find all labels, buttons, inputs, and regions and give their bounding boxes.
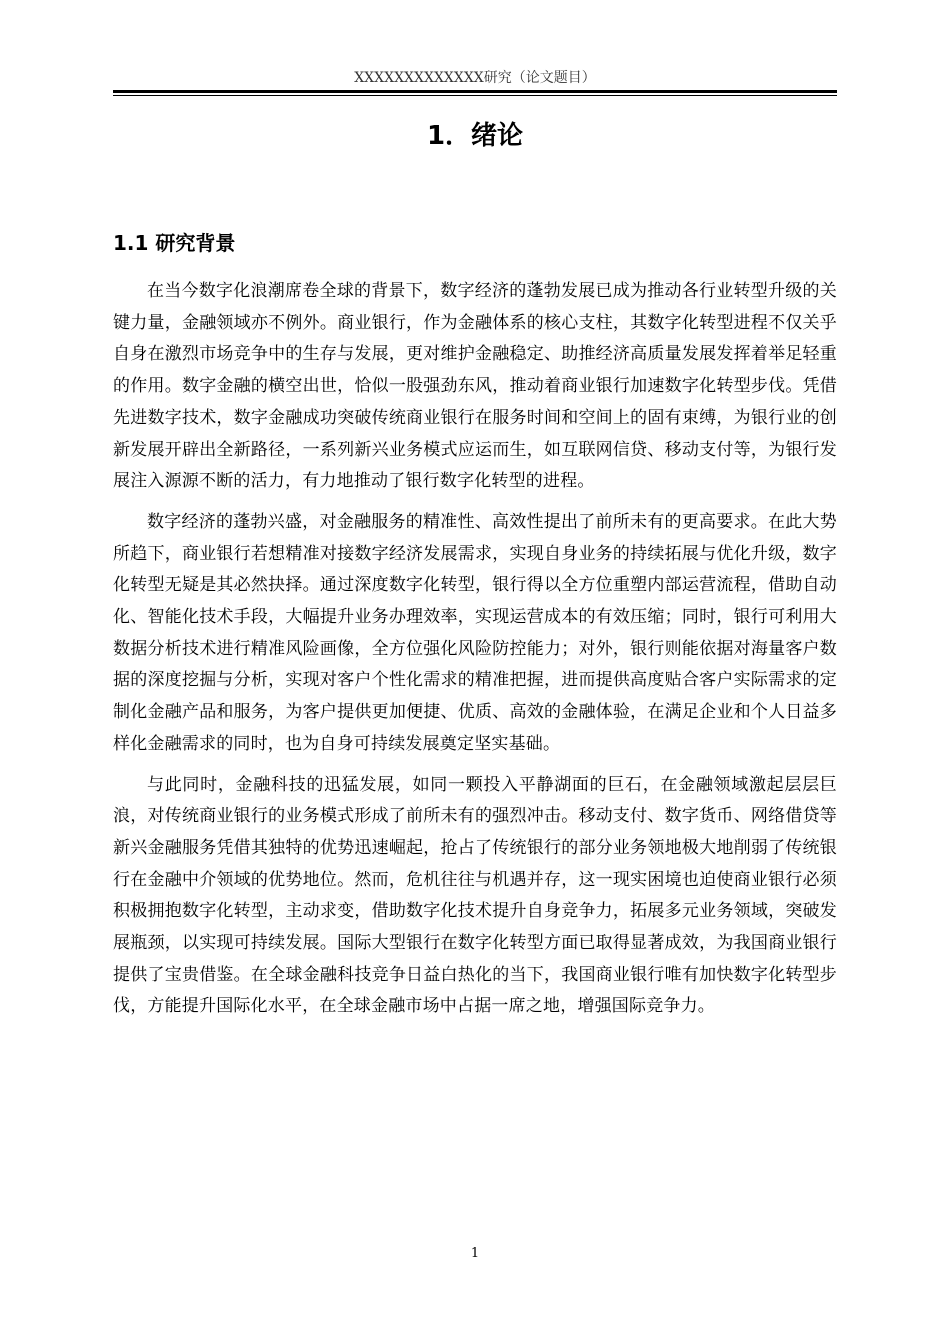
header-rule-thick: [113, 90, 837, 93]
paragraph: 与此同时，金融科技的迅猛发展，如同一颗投入平静湖面的巨石，在金融领域激起层层巨浪，对传统商业银行的业务模式形成了前所未有的强烈冲击。移动支付、数字货币、网络借贷等新兴金融服务凭借其独特的优势迅速崛起，抢占了传统银行的部分业务领地极大地削弱了传统银行在金融中介领域的优势地位。然而，危机往往与机遇并存，这一现实困境也迫使商业银行必须积极拥抱数字化转型，主动求变，借助数字化技术提升自身竞争力，拓展多元业务领域，突破发展瓶颈，以实现可持续发展。国际大型银行在数字化转型方面已取得显著成效，为我国商业银行提供了宝贵借鉴。在全球金融科技竞争日益白热化的当下，我国商业银行唯有加快数字化转型步伐，方能提升国际化水平，在全球金融市场中占据一席之地，增强国际竞争力。: [113, 774, 837, 1017]
body-text: [113, 276, 837, 1032]
section-title: 1.1 研究背景: [113, 231, 236, 255]
chapter-title: 1．绪论: [426, 121, 524, 151]
paragraph: 数字经济的蓬勃兴盛，对金融服务的精准性、高效性提出了前所未有的更高要求。在此大势所趋下，商业银行若想精准对接数字经济发展需求，实现自身业务的持续拓展与优化升级，数字化转型无疑是其必然抉择。通过深度数字化转型，银行得以全方位重塑内部运营流程，借助自动化、智能化技术手段，大幅提升业务办理效率，实现运营成本的有效压缩；同时，银行可利用大数据分析技术进行精准风险画像，全方位强化风险防控能力；对外，银行则能依据对海量客户数据的深度挖掘与分析，实现对客户个性化需求的精准把握，进而提供高度贴合客户实际需求的定制化金融产品和服务，为客户提供更加便捷、优质、高效的金融体验，在满足企业和个人日益多样化金融需求的同时，也为自身可持续发展奠定坚实基础。: [113, 511, 837, 754]
paragraph: 在当今数字化浪潮席卷全球的背景下，数字经济的蓬勃发展已成为推动各行业转型升级的关键力量，金融领域亦不例外。商业银行，作为金融体系的核心支柱，其数字化转型进程不仅关乎自身在激烈市场竞争中的生存与发展，更对维护金融稳定、助推经济高质量发展发挥着举足轻重的作用。数字金融的横空出世，恰似一股强劲东风，推动着商业银行加速数字化转型步伐。凭借先进数字技术，数字金融成功突破传统商业银行在服务时间和空间上的固有束缚，为银行业的创新发展开辟出全新路径，一系列新兴业务模式应运而生，如互联网信贷、移动支付等，为银行发展注入源源不断的活力，有力地推动了银行数字化转型的进程。: [113, 281, 837, 492]
header-rule-thin: [113, 95, 837, 96]
running-header: XXXXXXXXXXXXX研究（论文题目）: [354, 70, 596, 86]
page-number: 1: [470, 1246, 480, 1261]
